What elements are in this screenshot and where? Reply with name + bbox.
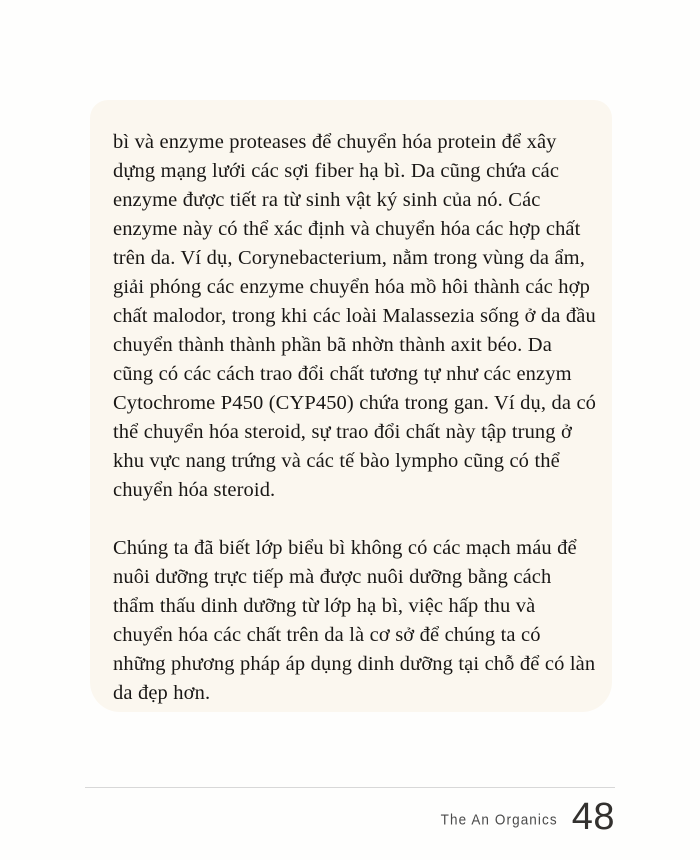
- page-number: 48: [571, 796, 615, 838]
- body-paragraph-2: Chúng ta đã biết lớp biểu bì không có các mạch máu để nuôi dưỡng trực tiếp mà được nuôi dưỡng bằng cách thẩm thấu dinh dưỡng từ lớp hạ bì, việc hấp thu và chuyển hóa các chất trên da là cơ sở để chúng ta có những phương pháp áp dụng dinh dưỡng tại chỗ để có làn da đẹp hơn.: [113, 537, 596, 704]
- footer-content: [440, 794, 615, 838]
- brand-name: The An Organics: [440, 811, 558, 828]
- body-paragraph-1: bì và enzyme proteases để chuyển hóa protein để xây dựng mạng lưới các sợi fiber hạ bì. Da cũng chứa các enzyme được tiết ra từ sinh vật ký sinh của nó. Các enzyme này có thể xác định và chuyển hóa các hợp chất trên da. Ví dụ, Corynebacterium, nằm trong vùng da ẩm, giải phóng các enzyme chuyển hóa mồ hôi thành các hợp chất malodor, trong khi các loài Malassezia sống ở da đầu chuyển thành thành phần bã nhờn thành axit béo. Da cũng có các cách trao đổi chất tương tự như các enzym Cytochrome P450 (CYP450) chứa trong gan. Ví dụ, da có thể chuyển hóa steroid, sự trao đổi chất này tập trung ở khu vực nang trứng và các tế bào lympho cũng có thể chuyển hóa steroid.: [113, 131, 597, 501]
- content-panel: [90, 100, 612, 712]
- page-footer: [0, 780, 700, 860]
- footer-divider: [85, 787, 615, 788]
